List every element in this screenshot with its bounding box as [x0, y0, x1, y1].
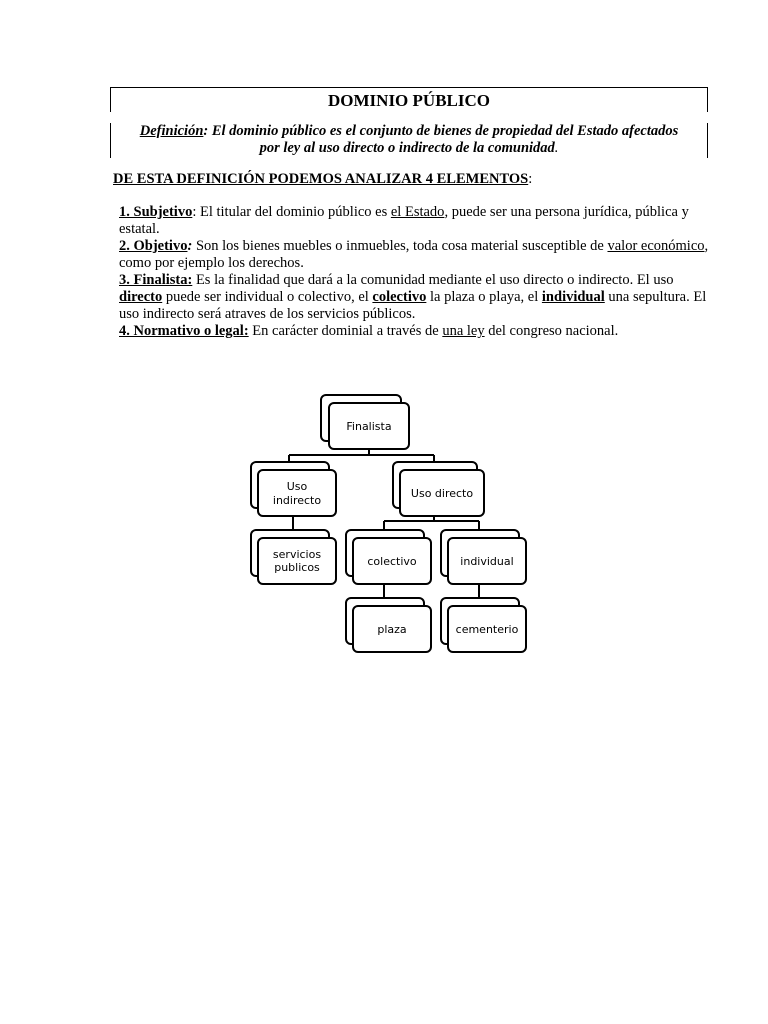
- element-emphasis: valor económico: [607, 238, 705, 254]
- definition-end: .: [554, 140, 559, 156]
- node-finalista-label: Finalista: [346, 420, 392, 433]
- element-text: del congreso nacional.: [484, 323, 619, 339]
- element-colon: :: [187, 238, 193, 254]
- element-label: 3. Finalista:: [119, 272, 193, 288]
- element-label: 1. Subjetivo: [119, 204, 193, 220]
- element-emphasis: colectivo: [372, 289, 427, 305]
- element-text: Es la finalidad que dará a la comunidad mediante el uso directo o indirecto. El uso: [192, 272, 674, 288]
- definition-line1: : El dominio público es el conjunto de bienes de propiedad del Estado afectados: [203, 123, 679, 139]
- node-cementerio-label: cementerio: [455, 623, 519, 636]
- node-servicios-label-2: publicos: [274, 561, 320, 574]
- element-text: , puede ser una persona jurídica, pública y estatal.: [119, 204, 689, 237]
- element-emphasis: individual: [541, 289, 605, 305]
- node-uso-indirecto-label-1: Uso: [286, 480, 308, 493]
- element-label: 4. Normativo o legal:: [119, 323, 249, 339]
- definition-line2: por ley al uso directo o indirecto de la comunidad: [259, 140, 555, 156]
- element-text: puede ser individual o colectivo, el: [162, 289, 373, 305]
- node-plaza-label: plaza: [377, 623, 407, 636]
- element-emphasis: directo: [119, 289, 163, 305]
- node-uso-indirecto-label-2: indirecto: [272, 494, 322, 507]
- definition-label: Definición: [139, 123, 204, 139]
- node-uso-indirecto: [258, 470, 336, 516]
- section-heading-text: DE ESTA DEFINICIÓN PODEMOS ANALIZAR 4 ELEMENTOS: [113, 171, 529, 187]
- node-servicios-label-1: servicios: [272, 548, 322, 561]
- element-text: , como por ejemplo los derechos.: [119, 238, 709, 271]
- page-title: DOMINIO PÚBLICO: [110, 87, 708, 112]
- element-emphasis: el Estado: [390, 204, 445, 220]
- element-label: 2. Objetivo: [119, 238, 188, 254]
- element-emphasis: una ley: [442, 323, 485, 339]
- element-text: En carácter dominial a través de: [248, 323, 443, 339]
- section-heading-colon: :: [528, 171, 533, 187]
- element-text: : El titular del dominio público es: [192, 204, 391, 220]
- element-text: Son los bienes muebles o inmuebles, toda cosa material susceptible de: [192, 238, 608, 254]
- node-individual-label: individual: [460, 555, 514, 568]
- node-uso-directo-label: Uso directo: [410, 487, 474, 500]
- element-text: una sepultura. El uso indirecto será atraves de los servicios públicos.: [119, 289, 707, 322]
- node-colectivo-label: colectivo: [367, 555, 417, 568]
- element-text: la plaza o playa, el: [426, 289, 542, 305]
